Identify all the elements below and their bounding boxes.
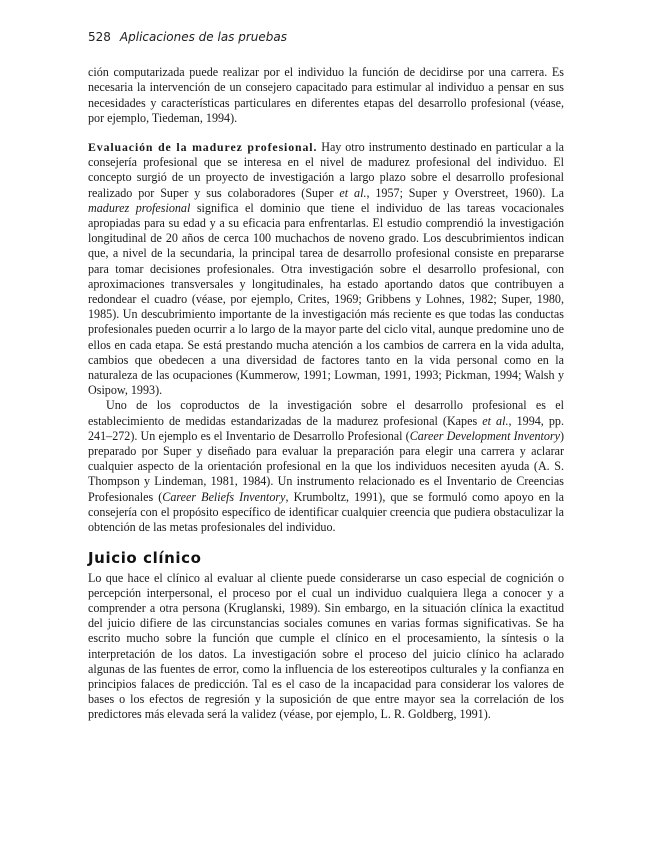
- text-run: Hay otro instrumento destinado en particular a la consejería profesional que se interesa en el nivel de madurez profesional del individuo. El concepto surgió de un proyecto de investigación a largo plazo sobre el desarrollo profesional realizado por Super y sus colaboradores (Super: [88, 140, 564, 200]
- italic-term: madurez profesional: [88, 200, 191, 215]
- italic-et-al: et al.: [339, 185, 367, 200]
- text-run: , 1957; Super y Overstreet, 1960). La: [366, 185, 564, 200]
- text-run: , Krumboltz, 1991), que se formuló como apoyo en la consejería con el propósito específico de identificar cualquier creencia que pudiera obstaculizar la obtención de las metas profesionales del individuo.: [88, 489, 564, 535]
- running-title: Aplicaciones de las pruebas: [119, 30, 288, 44]
- paragraph-text: Lo que hace el clínico al evaluar al cliente puede considerarse un caso especial de cognición o percepción interpersonal, el proceso por el cual un individuo cualquiera llega a conocer y a comprender a otra persona (Kruglanski, 1989). Sin embargo, en la situación clínica la exactitud del juicio difiere de las circunstancias sociales comunes en varias formas significativas. Se ha escrito mucho sobre la función que cumple el clínico en el procesamiento, la síntesis o la interpretación de los datos. La investigación sobre el proceso del juicio clínico ha aclarado algunas de las fuentes de error, como la influencia de los estereotipos culturales y la confianza en principios falaces de predicción. Tal es el caso de la incapacidad para considerar los valores de bases o los efectos de regresión y la suposición de que entre mayor sea la correlación de los predictores más elevada será la validez (véase, por ejemplo, L. R. Goldberg, 1991).: [88, 570, 564, 722]
- italic-inventory-title: Career Beliefs Inventory: [162, 489, 286, 504]
- text-run: significa el dominio que tiene el individuo de las tareas vocacionales apropiadas para su edad y a su eficacia para enfrentarlas. El estudio comprendió la investigación longitudinal de 20 años de cerca 100 muchachos de noveno grado. Los descubrimientos indican que, a nivel de la secundaria, la principal tarea de desarrollo profesional consiste en prepararse para tomar decisiones profesionales. Otra investigación sobre el desarrollo profesional, con aproximaciones transversales y longitudinales, ha estado aportando datos que contribuyen a redondear el cuadro (véase, por ejemplo, Crites, 1969; Gribbens y Lohnes, 1982; Super, 1980, 1985). Un descubrimiento importante de la investigación más reciente es que todas las conductas profesionales pueden ocurrir a lo largo de la mayor parte del ciclo vital, aunque predomine uno de ellos en cada etapa. Se está prestando mucha atención a los cambios de carrera en la vida adulta, cambios que obedecen a una diversidad de factores tanto en la vida personal como en la naturaleza de las ocupaciones (Kummerow, 1991; Lowman, 1991, 1993; Pickman, 1994; Walsh y Osipow, 1993).: [88, 200, 564, 398]
- running-head: [88, 30, 564, 45]
- paragraph-clinical-judgment: [88, 571, 564, 723]
- paragraph-continuation: [88, 65, 564, 126]
- run-in-heading: Evaluación de la madurez profesional.: [88, 140, 318, 155]
- page-number: 528: [88, 30, 111, 44]
- text-run: ) preparado por Super y diseñado para evaluar la preparación para elegir una carrera y aclarar cualquier aspecto de la orientación profesional en la que los individuos necesiten ayuda (A. S. Thompson y Lindeman, 1981, 1984). Un instrumento relacionado es el Inventario de Creencias Profesionales (: [88, 428, 564, 504]
- book-page: [88, 30, 564, 723]
- italic-et-al: et al.: [482, 413, 509, 428]
- text-run: , 1994, pp. 241–272). Un ejemplo es el Inventario de Desarrollo Profesional (: [88, 413, 565, 443]
- italic-inventory-title: Career Development Inventory: [409, 428, 560, 443]
- paragraph-career-maturity: [88, 140, 564, 398]
- paragraph-coproducts: [88, 398, 564, 535]
- section-heading: Juicio clínico: [88, 549, 202, 568]
- text-run: Uno de los coproductos de la investigación sobre el desarrollo profesional es el establecimiento de medidas estandarizadas de la madurez profesional (Kapes: [88, 398, 564, 428]
- paragraph-text: ción computarizada puede realizar por el individuo la función de decidirse por una carrera. Es necesaria la intervención de un consejero capacitado para estimular al individuo a pensar en sus necesidades y características particulares en diferentes etapas del desarrollo profesional (véase, por ejemplo, Tiedeman, 1994).: [88, 65, 564, 125]
